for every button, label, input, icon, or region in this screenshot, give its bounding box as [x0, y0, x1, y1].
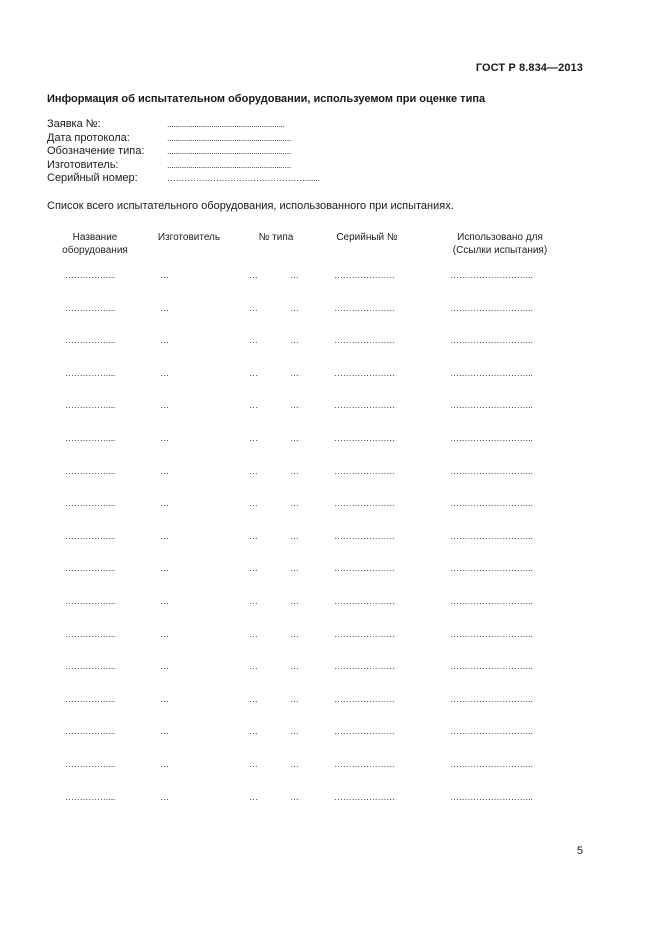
table-cell: ………………………..	[450, 498, 533, 509]
table-row	[0, 303, 661, 336]
table-cell: …………………	[334, 563, 395, 574]
table-cell: …	[160, 758, 169, 769]
table-cell: ………………………..	[450, 367, 533, 378]
table-cell: …	[290, 758, 299, 769]
table-cell: …	[249, 465, 258, 476]
table-cell: …	[290, 530, 299, 541]
col-header-type-number: № типа	[258, 232, 294, 243]
table-cell: …	[290, 791, 299, 802]
field-label: Серийный номер:	[47, 172, 138, 185]
table-cell: ………………………..	[450, 726, 533, 737]
table-cell: ……………...	[65, 498, 116, 509]
table-cell: ……………...	[65, 693, 116, 704]
table-cell: …………………	[334, 498, 395, 509]
equipment-table-body	[0, 270, 661, 824]
table-cell: …	[249, 432, 258, 443]
table-cell: ……………...	[65, 432, 116, 443]
table-row	[0, 335, 661, 368]
table-cell: …………………	[334, 465, 395, 476]
table-cell: …	[290, 628, 299, 639]
table-cell: …	[160, 530, 169, 541]
table-cell: ………………………..	[450, 758, 533, 769]
table-row	[0, 498, 661, 531]
application-fields	[47, 118, 319, 186]
table-cell: ……………...	[65, 367, 116, 378]
table-cell: ……………...	[65, 791, 116, 802]
table-cell: …………………	[334, 693, 395, 704]
table-cell: …	[249, 270, 258, 280]
table-cell: ………………………..	[450, 595, 533, 606]
table-cell: …………………	[334, 270, 395, 280]
col-header-used-for: Использовано для (Ссылки испытания)	[452, 232, 548, 256]
table-cell: ……………...	[65, 661, 116, 672]
page-number: 5	[576, 845, 583, 857]
table-row	[0, 531, 661, 564]
table-row	[0, 563, 661, 596]
table-cell: …	[290, 498, 299, 509]
table-cell: …	[290, 367, 299, 378]
table-cell: …	[160, 661, 169, 672]
field-value: ........................................................	[167, 119, 285, 129]
table-cell: …	[249, 661, 258, 672]
table-cell: …	[249, 302, 258, 313]
table-cell: …………………	[334, 530, 395, 541]
field-value: ...........................................................	[167, 132, 291, 143]
table-row	[0, 759, 661, 792]
table-cell: …………………	[334, 791, 395, 802]
table-cell: ………………………..	[450, 335, 533, 346]
field-label: Заявка №:	[47, 118, 101, 130]
table-cell: ……………...	[65, 400, 116, 411]
table-cell: …	[249, 563, 258, 574]
table-cell: …	[160, 791, 169, 802]
table-cell: ……………...	[65, 628, 116, 639]
table-cell: …	[160, 335, 169, 346]
table-cell: …………………	[334, 758, 395, 769]
table-cell: ………………………..	[450, 791, 533, 802]
table-cell: ………………………..	[450, 530, 533, 541]
standard-code: ГОСТ Р 8.834—2013	[475, 62, 583, 74]
table-cell: ……………...	[65, 530, 116, 541]
field-label: Обозначение типа:	[47, 145, 145, 158]
field-value: ………………………………………….......	[167, 173, 320, 184]
table-cell: …………………	[334, 302, 395, 313]
table-cell: …	[290, 465, 299, 476]
field-label: Дата протокола:	[47, 131, 130, 144]
table-cell: …	[160, 270, 169, 280]
field-protocol-date	[47, 132, 319, 146]
table-cell: …	[290, 335, 299, 346]
col-header-equipment-name: Название оборудования	[62, 232, 128, 256]
table-cell: …	[160, 628, 169, 639]
table-cell: …	[249, 628, 258, 639]
table-cell: …	[290, 400, 299, 411]
table-row	[0, 792, 661, 825]
table-cell: …	[290, 693, 299, 704]
table-cell: …	[290, 563, 299, 574]
field-value: ...........................................................	[167, 146, 291, 157]
table-row	[0, 694, 661, 727]
field-application-number	[47, 118, 319, 132]
table-cell: …	[249, 530, 258, 541]
table-cell: …………………	[334, 335, 395, 346]
table-cell: …	[249, 758, 258, 769]
table-cell: …………………	[334, 595, 395, 606]
table-cell: …	[290, 661, 299, 672]
table-cell: ………………………..	[450, 432, 533, 443]
table-cell: …	[249, 595, 258, 606]
table-cell: ……………...	[65, 270, 116, 280]
table-cell: ………………………..	[450, 400, 533, 411]
field-label: Изготовитель:	[47, 158, 119, 171]
table-row	[0, 726, 661, 759]
col-header-serial-number: Серийный №	[336, 232, 398, 243]
table-cell: …	[160, 498, 169, 509]
table-cell: …………………	[334, 661, 395, 672]
table-cell: …	[160, 465, 169, 476]
page-title: Информация об испытательном оборудовании, используемом при оценке типа	[47, 93, 486, 105]
table-cell: …………………	[334, 432, 395, 443]
table-cell: …………………	[334, 726, 395, 737]
table-cell: …	[290, 302, 299, 313]
table-cell: ……………...	[65, 335, 116, 346]
table-cell: ………………………..	[450, 302, 533, 313]
table-cell: ………………………..	[450, 693, 533, 704]
table-row	[0, 466, 661, 499]
table-cell: …	[290, 270, 299, 280]
table-cell: …	[160, 693, 169, 704]
table-row	[0, 596, 661, 629]
table-cell: …………………	[334, 628, 395, 639]
table-cell: ……………...	[65, 595, 116, 606]
table-cell: ………………………..	[450, 270, 533, 280]
table-cell: …	[290, 432, 299, 443]
table-cell: …………………	[334, 367, 395, 378]
table-cell: …	[249, 400, 258, 411]
field-manufacturer	[47, 159, 319, 173]
table-cell: …	[249, 335, 258, 346]
table-cell: …	[160, 302, 169, 313]
table-row	[0, 400, 661, 433]
table-cell: ……………...	[65, 758, 116, 769]
table-cell: …	[249, 693, 258, 704]
table-cell: …	[249, 498, 258, 509]
col-header-manufacturer: Изготовитель	[157, 232, 221, 243]
table-cell: ……………...	[65, 465, 116, 476]
table-cell: ………………………..	[450, 465, 533, 476]
table-cell: …	[290, 726, 299, 737]
table-cell: ……………...	[65, 302, 116, 313]
table-row	[0, 629, 661, 662]
table-cell: ……………...	[65, 563, 116, 574]
table-cell: …	[160, 563, 169, 574]
table-row	[0, 433, 661, 466]
field-value: ...........................................................	[167, 159, 291, 170]
field-serial-number	[47, 172, 319, 186]
table-cell: …	[160, 726, 169, 737]
table-cell: …	[160, 432, 169, 443]
table-cell: …	[249, 791, 258, 802]
table-cell: ………………………..	[450, 563, 533, 574]
table-row	[0, 270, 661, 303]
table-cell: …	[160, 595, 169, 606]
table-cell: …	[160, 400, 169, 411]
table-row	[0, 368, 661, 401]
list-caption: Список всего испытательного оборудования, использованного при испытаниях.	[47, 200, 454, 212]
table-cell: …	[249, 367, 258, 378]
table-cell: …………………	[334, 400, 395, 411]
table-cell: …	[290, 595, 299, 606]
table-cell: ………………………..	[450, 661, 533, 672]
table-cell: ………………………..	[450, 628, 533, 639]
table-cell: …	[160, 367, 169, 378]
table-cell: …	[249, 726, 258, 737]
field-type-designation	[47, 145, 319, 159]
table-cell: ……………...	[65, 726, 116, 737]
table-row	[0, 661, 661, 694]
